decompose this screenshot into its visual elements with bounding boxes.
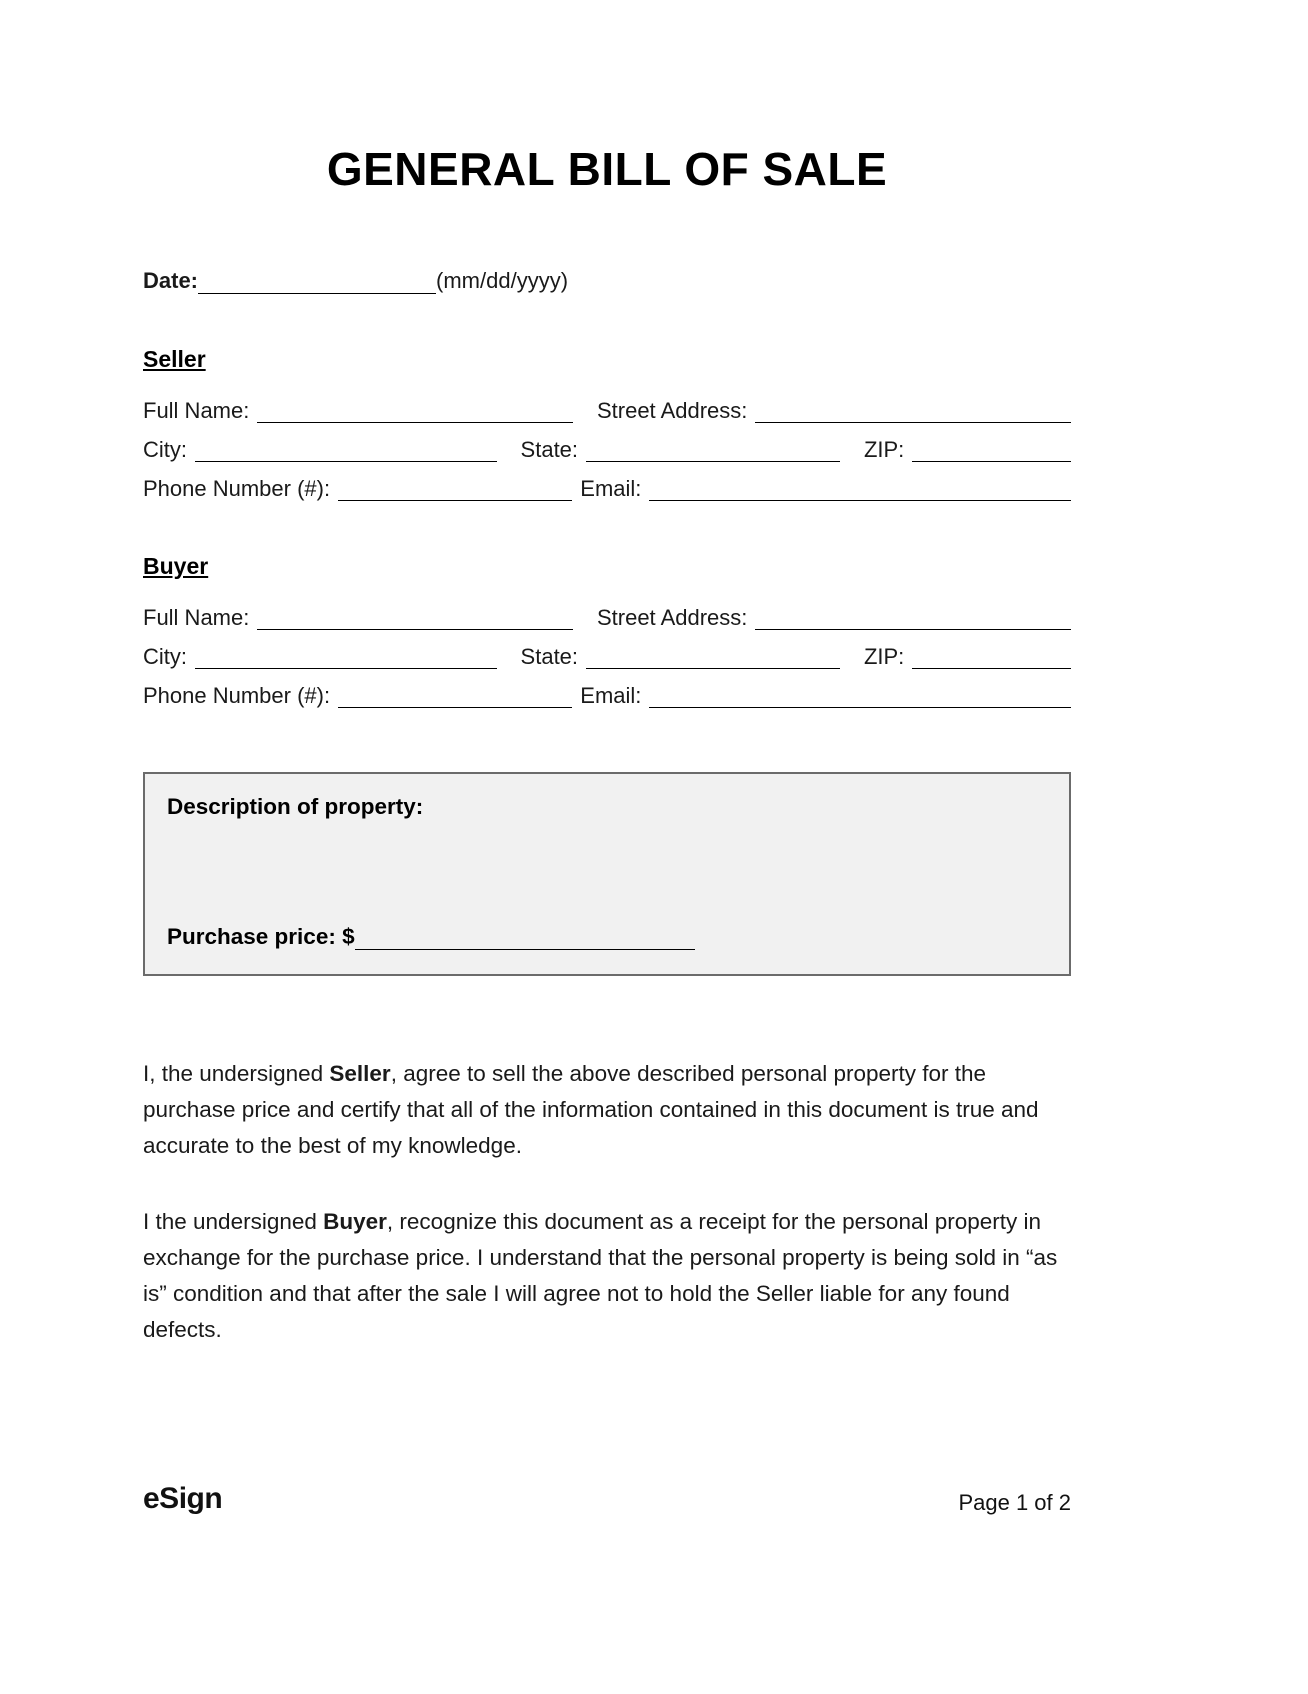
buyer-ack-post: , recognize this document as a receipt for the personal property in exchange for the purchase price. I understand that the personal property is being sold in “as is” condition and that after the sale I will agree not to hold the Seller liable for any found defects. (143, 1209, 1058, 1342)
buyer-phone-email-row (143, 682, 1071, 708)
document-content (143, 0, 1071, 1348)
seller-ack-bold: Seller (329, 1061, 391, 1086)
seller-ack-post: , agree to sell the above described personal property for the purchase price and certify that all of the information contained in this document is true and accurate to the best of my knowledge. (143, 1061, 1039, 1158)
seller-ack-pre: I, the undersigned (143, 1061, 330, 1086)
seller-phone-label: Phone Number (#): (143, 476, 331, 501)
page-footer (143, 1482, 1071, 1516)
seller-section-heading: Seller (143, 346, 206, 372)
page-number: Page 1 of 2 (958, 1490, 1071, 1515)
seller-city-blank[interactable] (195, 436, 497, 462)
buyer-street-address-label: Street Address: (596, 605, 748, 630)
buyer-state-label: State: (520, 644, 579, 669)
buyer-full-name-label: Full Name: (143, 605, 250, 630)
buyer-name-address-row (143, 604, 1071, 630)
purchase-price-row (167, 924, 1047, 950)
seller-state-blank[interactable] (586, 436, 840, 462)
buyer-city-blank[interactable] (195, 643, 497, 669)
seller-city-state-zip-row (143, 436, 1071, 462)
buyer-email-blank[interactable] (649, 682, 1071, 708)
buyer-state-blank[interactable] (586, 643, 840, 669)
buyer-phone-label: Phone Number (#): (143, 683, 331, 708)
purchase-price-label: Purchase price: $ (167, 924, 355, 949)
buyer-section-heading: Buyer (143, 553, 209, 579)
buyer-zip-label: ZIP: (863, 644, 905, 669)
seller-zip-blank[interactable] (912, 436, 1071, 462)
page-title: GENERAL BILL OF SALE (326, 143, 888, 195)
seller-acknowledgement-paragraph (143, 1056, 1071, 1164)
buyer-city-state-zip-row (143, 643, 1071, 669)
buyer-full-name-blank[interactable] (257, 604, 573, 630)
esign-logo: eSign (143, 1482, 223, 1515)
seller-zip-label: ZIP: (863, 437, 905, 462)
buyer-zip-blank[interactable] (912, 643, 1071, 669)
date-format-hint: (mm/dd/yyyy) (436, 268, 569, 293)
buyer-ack-pre: I the undersigned (143, 1209, 324, 1234)
seller-street-address-label: Street Address: (596, 398, 748, 423)
buyer-acknowledgement-paragraph (143, 1204, 1071, 1348)
seller-street-address-blank[interactable] (755, 397, 1071, 423)
buyer-ack-bold: Buyer (323, 1209, 387, 1234)
date-blank[interactable] (198, 268, 436, 294)
property-description-label: Description of property: (167, 794, 424, 819)
seller-phone-email-row (143, 475, 1071, 501)
seller-name-address-row (143, 397, 1071, 423)
seller-state-label: State: (520, 437, 579, 462)
buyer-email-label: Email: (580, 683, 642, 708)
property-description-box (143, 772, 1071, 976)
date-row (143, 268, 1071, 294)
seller-full-name-label: Full Name: (143, 398, 250, 423)
buyer-city-label: City: (143, 644, 187, 669)
seller-full-name-blank[interactable] (257, 397, 573, 423)
purchase-price-blank[interactable] (355, 924, 695, 950)
seller-phone-blank[interactable] (338, 475, 572, 501)
date-label: Date: (143, 268, 199, 293)
seller-email-label: Email: (580, 476, 642, 501)
seller-email-blank[interactable] (649, 475, 1071, 501)
buyer-phone-blank[interactable] (338, 682, 572, 708)
buyer-street-address-blank[interactable] (755, 604, 1071, 630)
seller-city-label: City: (143, 437, 187, 462)
